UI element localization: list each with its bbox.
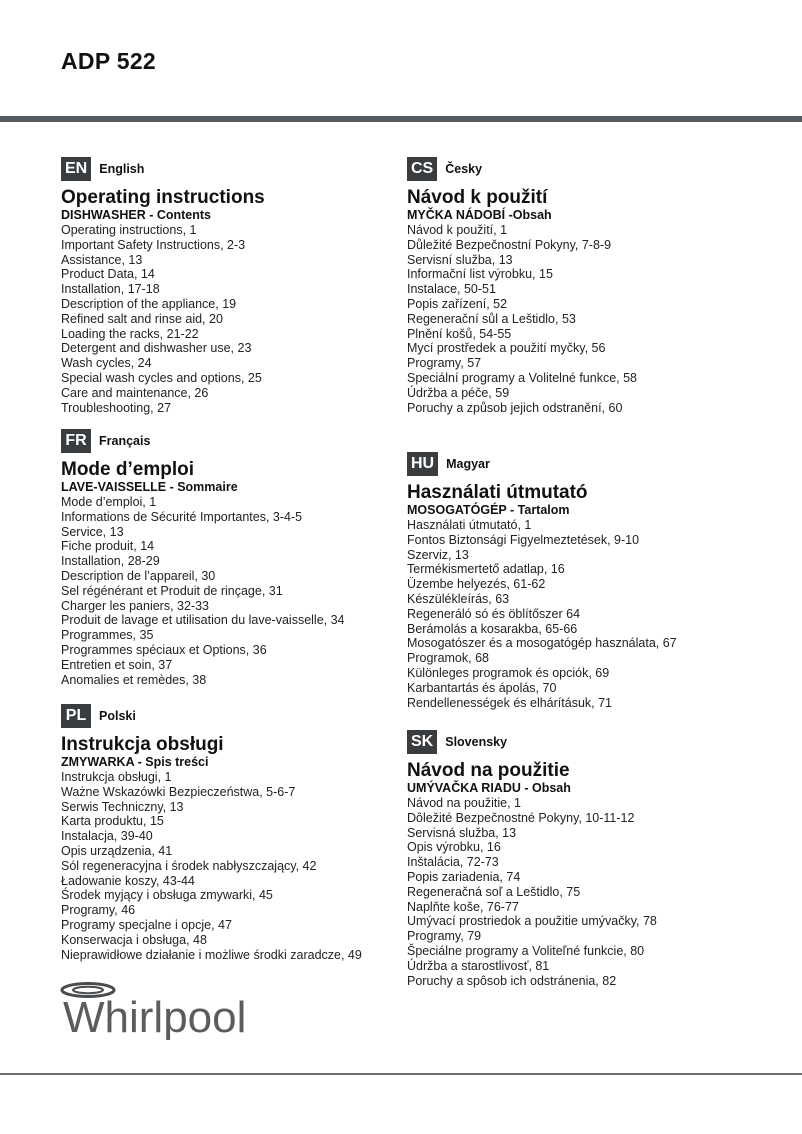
language-name: Česky <box>445 162 483 176</box>
svg-text:Whirlpool: Whirlpool <box>63 993 247 1040</box>
contents-entry: Špeciálne programy a Voliteľné funkcie, 80 <box>407 943 645 958</box>
whirlpool-logo-icon <box>60 980 270 1040</box>
contents-entry: Installation, 28-29 <box>61 554 160 569</box>
contents-entry: Sel régénérant et Produit de rinçage, 31 <box>61 583 283 598</box>
section-title: Használati útmutató <box>407 482 588 503</box>
contents-entry: Speciální programy a Volitelné funkce, 58 <box>407 370 637 385</box>
language-name: Polski <box>99 709 136 723</box>
section-slovak <box>407 730 777 988</box>
contents-entry: Termékismertető adatlap, 16 <box>407 562 565 577</box>
contents-entry: Mycí prostředek a použití myčky, 56 <box>407 341 606 356</box>
contents-entry: Inštalácia, 72-73 <box>407 855 499 870</box>
section-czech <box>407 157 777 415</box>
language-header <box>407 452 777 476</box>
contents-entry: Důležité Bezpečnostní Pokyny, 7-8-9 <box>407 237 612 252</box>
contents-entry: Important Safety Instructions, 2-3 <box>61 237 246 252</box>
contents-entry: Poruchy a spôsob ich odstránenia, 82 <box>407 973 617 988</box>
contents-entry: Ważne Wskazówki Bezpieczeństwa, 5-6-7 <box>61 784 296 799</box>
contents-entry: Programy, 46 <box>61 903 136 918</box>
language-header <box>407 157 777 181</box>
contents-entry: Troubleshooting, 27 <box>61 400 172 415</box>
contents-entry: Umývací prostriedok a použitie umývačky, 78 <box>407 914 657 929</box>
contents-entry: Használati útmutató, 1 <box>407 518 532 532</box>
contents-entry: Servisná služba, 13 <box>407 825 517 840</box>
section-title: Operating instructions <box>61 187 265 208</box>
language-badge: SK <box>407 730 437 754</box>
contents-entry: Fiche produit, 14 <box>61 539 155 554</box>
contents-entry: Opis urządzenia, 41 <box>61 843 173 858</box>
section-english <box>61 157 431 415</box>
contents-entry: Návod k použití, 1 <box>407 223 508 237</box>
contents-entry: Anomalies et remèdes, 38 <box>61 672 207 687</box>
language-name: Slovensky <box>445 735 508 749</box>
contents-entry: Programy specjalne i opcje, 47 <box>61 917 232 932</box>
contents-entry: Karbantartás és ápolás, 70 <box>407 680 557 695</box>
contents-entry: Produit de lavage et utilisation du lave-vaisselle, 34 <box>61 613 345 628</box>
section-subtitle: UMÝVAČKA RIADU - Obsah <box>407 781 571 795</box>
contents-entry: Instalacja, 39-40 <box>61 829 153 844</box>
contents-entry: Operating instructions, 1 <box>61 223 197 237</box>
contents-entry: Special wash cycles and options, 25 <box>61 370 262 385</box>
contents-entry: Dôležité Bezpečnostné Pokyny, 10-11-12 <box>407 810 635 825</box>
language-name: Français <box>99 434 151 448</box>
section-subtitle: MYČKA NÁDOBÍ -Obsah <box>407 208 552 222</box>
section-subtitle: LAVE-VAISSELLE - Sommaire <box>61 480 238 494</box>
contents-entry: Opis výrobku, 16 <box>407 840 501 855</box>
contents-list <box>407 518 777 710</box>
contents-entry: Programy, 79 <box>407 929 482 944</box>
contents-entry: Üzembe helyezés, 61-62 <box>407 577 546 592</box>
contents-entry: Mode d’emploi, 1 <box>61 495 157 509</box>
contents-entry: Wash cycles, 24 <box>61 356 152 371</box>
contents-entry: Detergent and dishwasher use, 23 <box>61 341 252 356</box>
contents-entry: Poruchy a způsob jejich odstranění, 60 <box>407 400 623 415</box>
language-header <box>61 704 431 728</box>
contents-entry: Programmes spéciaux et Options, 36 <box>61 642 267 657</box>
contents-entry: Programok, 68 <box>407 651 489 666</box>
bottom-divider <box>0 1073 802 1075</box>
contents-entry: Konserwacja i obsługa, 48 <box>61 932 207 947</box>
contents-entry: Charger les paniers, 32-33 <box>61 598 209 613</box>
contents-list <box>407 223 777 415</box>
language-badge: FR <box>61 429 91 453</box>
contents-entry: Rendellenességek és elhárításuk, 71 <box>407 695 612 710</box>
contents-entry: Service, 13 <box>61 524 124 539</box>
contents-entry: Środek myjący i obsługa zmywarki, 45 <box>61 888 273 903</box>
contents-entry: Szerviz, 13 <box>407 547 469 562</box>
contents-entry: Loading the racks, 21-22 <box>61 326 199 341</box>
contents-entry: Product Data, 14 <box>61 267 155 282</box>
contents-entry: Instalace, 50-51 <box>407 282 496 297</box>
section-hungarian <box>407 452 777 710</box>
section-subtitle: MOSOGATÓGÉP - Tartalom <box>407 503 570 517</box>
section-title: Návod k použití <box>407 187 548 208</box>
contents-list <box>61 770 431 962</box>
language-name: English <box>99 162 145 176</box>
language-header <box>61 429 431 453</box>
contents-entry: Servisní služba, 13 <box>407 252 513 267</box>
section-title: Návod na použitie <box>407 760 570 781</box>
contents-entry: Naplňte koše, 76-77 <box>407 899 519 914</box>
contents-entry: Mosogatószer és a mosogatógép használata, 67 <box>407 636 677 651</box>
section-title: Instrukcja obsługi <box>61 734 224 755</box>
contents-entry: Description of the appliance, 19 <box>61 296 237 311</box>
contents-entry: Informační list výrobku, 15 <box>407 267 553 282</box>
section-polish <box>61 704 431 962</box>
contents-entry: Refined salt and rinse aid, 20 <box>61 311 223 326</box>
contents-list <box>61 495 431 687</box>
contents-entry: Sól regeneracyjna i środek nabłyszczający, 42 <box>61 858 317 873</box>
contents-entry: Installation, 17-18 <box>61 282 160 297</box>
contents-entry: Fontos Biztonsági Figyelmeztetések, 9-10 <box>407 532 640 547</box>
contents-entry: Popis zariadenia, 74 <box>407 869 521 884</box>
contents-entry: Care and maintenance, 26 <box>61 385 209 400</box>
contents-entry: Karta produktu, 15 <box>61 814 164 829</box>
language-badge: EN <box>61 157 91 181</box>
contents-entry: Údržba a péče, 59 <box>407 385 510 400</box>
contents-entry: Plnění košů, 54-55 <box>407 326 512 341</box>
contents-entry: Programy, 57 <box>407 356 482 371</box>
contents-entry: Programmes, 35 <box>61 628 154 643</box>
contents-list <box>61 223 431 415</box>
contents-entry: Údržba a starostlivosť, 81 <box>407 958 550 973</box>
contents-entry: Különleges programok és opciók, 69 <box>407 665 610 680</box>
contents-entry: Berámolás a kosarakba, 65-66 <box>407 621 578 636</box>
contents-entry: Nieprawidłowe działanie i możliwe środki zaradcze, 49 <box>61 947 362 962</box>
contents-entry: Description de l’appareil, 30 <box>61 568 216 583</box>
language-header <box>407 730 777 754</box>
contents-entry: Készülékleírás, 63 <box>407 591 510 606</box>
contents-entry: Entretien et soin, 37 <box>61 657 173 672</box>
language-name: Magyar <box>446 457 490 471</box>
language-badge: CS <box>407 157 437 181</box>
contents-entry: Instrukcja obsługi, 1 <box>61 770 172 784</box>
contents-entry: Popis zařízení, 52 <box>407 296 508 311</box>
language-badge: HU <box>407 452 438 476</box>
section-subtitle: ZMYWARKA - Spis treści <box>61 755 209 769</box>
contents-entry: Ładowanie koszy, 43-44 <box>61 873 195 888</box>
section-french <box>61 429 431 687</box>
contents-entry: Informations de Sécurité Importantes, 3-4-5 <box>61 509 303 524</box>
section-subtitle: DISHWASHER - Contents <box>61 208 211 222</box>
contents-entry: Serwis Techniczny, 13 <box>61 799 184 814</box>
language-badge: PL <box>61 704 91 728</box>
model-title: ADP 522 <box>61 48 157 74</box>
section-title: Mode d’emploi <box>61 459 194 480</box>
contents-entry: Regeneráló só és öblítőszer 64 <box>407 606 581 621</box>
contents-entry: Regeneračná soľ a Leštidlo, 75 <box>407 884 581 899</box>
contents-list <box>407 796 777 988</box>
contents-entry: Assistance, 13 <box>61 252 143 267</box>
contents-entry: Regenerační sůl a Leštidlo, 53 <box>407 311 576 326</box>
top-divider <box>0 116 802 122</box>
language-header <box>61 157 431 181</box>
contents-entry: Návod na použitie, 1 <box>407 796 521 810</box>
